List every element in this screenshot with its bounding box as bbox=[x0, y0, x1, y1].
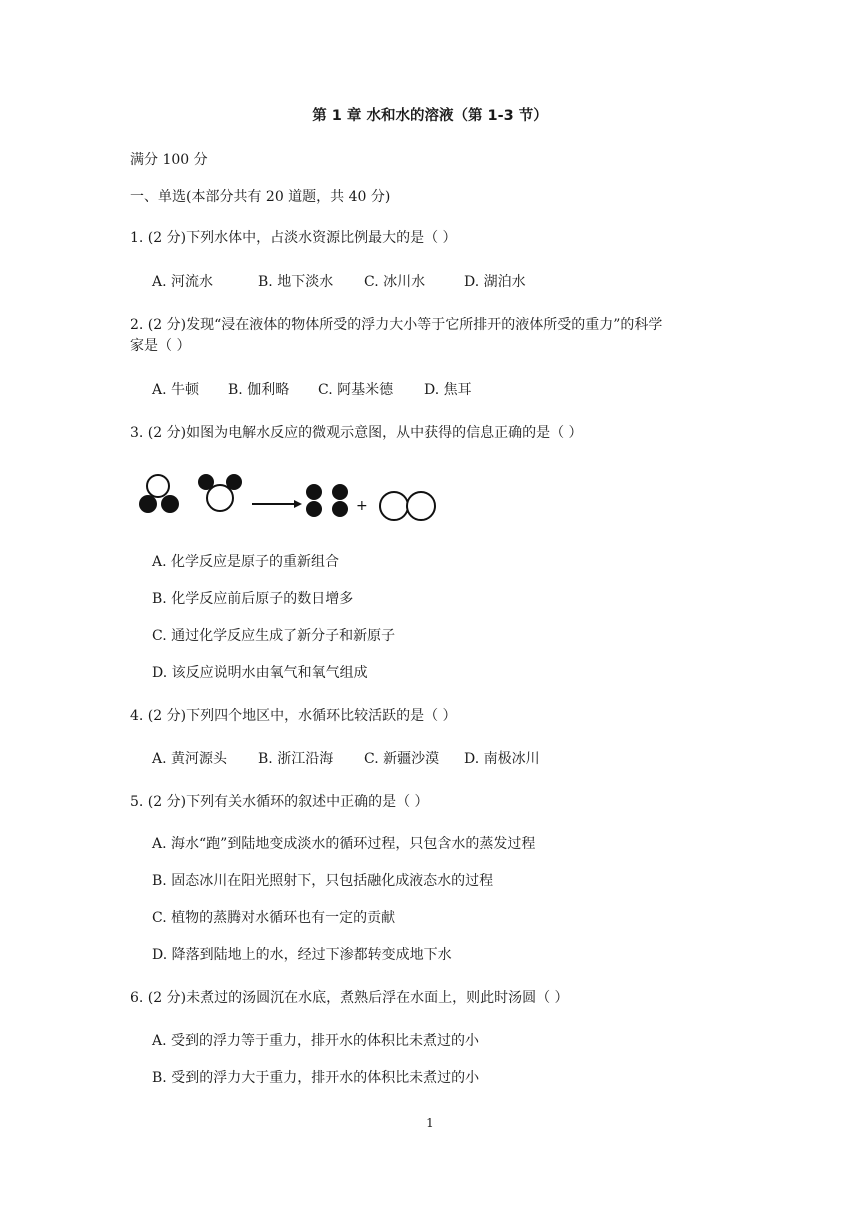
question-5-option-a: A. 海水“跑”到陆地变成淡水的循环过程，只包含水的蒸发过程 bbox=[152, 836, 536, 852]
option-d: D. 焦耳 bbox=[424, 382, 472, 398]
water-molecule bbox=[139, 475, 179, 513]
page-number: 1 bbox=[426, 1116, 434, 1130]
hydrogen-molecule bbox=[332, 484, 348, 517]
question-5-option-c: C. 植物的蒸腾对水循环也有一定的贡献 bbox=[152, 910, 396, 926]
question-2-options bbox=[0, 380, 860, 400]
question-3-stem: 3. (2 分)如图为电解水反应的微观示意图，从中获得的信息正确的是（ ） bbox=[130, 425, 583, 441]
question-5-stem: 5. (2 分)下列有关水循环的叙述中正确的是（ ） bbox=[130, 794, 429, 810]
section-header: 一、单选(本部分共有 20 道题，共 40 分) bbox=[130, 189, 391, 205]
question-6-option-b: B. 受到的浮力大于重力，排开水的体积比未煮过的小 bbox=[152, 1070, 480, 1086]
question-2-stem: 2. (2 分)发现“浸在液体的物体所受的浮力大小等于它所排开的液体所受的重力”的科学 bbox=[130, 317, 663, 333]
question-5-option-d: D. 降落到陆地上的水，经过下渗都转变成地下水 bbox=[152, 947, 452, 963]
option-b: B. 伽利略 bbox=[228, 382, 290, 398]
option-c: C. 新疆沙漠 bbox=[364, 751, 440, 767]
question-4-options bbox=[0, 749, 860, 769]
question-6-option-a: A. 受到的浮力等于重力，排开水的体积比未煮过的小 bbox=[152, 1033, 480, 1049]
hydrogen-molecule bbox=[306, 484, 322, 517]
option-d: D. 南极冰川 bbox=[464, 751, 540, 767]
question-1-options bbox=[0, 272, 860, 292]
water-molecule bbox=[198, 474, 242, 511]
score-total: 满分 100 分 bbox=[130, 152, 208, 168]
option-a: A. 河流水 bbox=[152, 274, 214, 290]
plus-sign: + bbox=[356, 498, 368, 514]
option-a: A. 黄河源头 bbox=[152, 751, 228, 767]
question-3-option-a: A. 化学反应是原子的重新组合 bbox=[152, 554, 340, 570]
option-c: C. 冰川水 bbox=[364, 274, 426, 290]
question-3-option-c: C. 通过化学反应生成了新分子和新原子 bbox=[152, 628, 396, 644]
question-2-stem-cont: 家是（ ） bbox=[130, 338, 191, 354]
page-title: 第 1 章 水和水的溶液（第 1-3 节） bbox=[312, 108, 548, 124]
option-b: B. 浙江沿海 bbox=[258, 751, 334, 767]
question-3-option-d: D. 该反应说明水由氧气和氧气组成 bbox=[152, 665, 368, 681]
option-a: A. 牛顿 bbox=[152, 382, 200, 398]
question-6-stem: 6. (2 分)未煮过的汤圆沉在水底，煮熟后浮在水面上，则此时汤圆（ ） bbox=[130, 990, 569, 1006]
option-d: D. 湖泊水 bbox=[464, 274, 526, 290]
question-1-stem: 1. (2 分)下列水体中，占淡水资源比例最大的是（ ） bbox=[130, 230, 457, 246]
option-b: B. 地下淡水 bbox=[258, 274, 334, 290]
question-5-option-b: B. 固态冰川在阳光照射下，只包括融化成液态水的过程 bbox=[152, 873, 494, 889]
option-c: C. 阿基米德 bbox=[318, 382, 394, 398]
electrolysis-diagram bbox=[134, 464, 454, 528]
question-3-option-b: B. 化学反应前后原子的数日增多 bbox=[152, 591, 354, 607]
question-4-stem: 4. (2 分)下列四个地区中，水循环比较活跃的是（ ） bbox=[130, 708, 457, 724]
oxygen-molecule bbox=[380, 492, 435, 520]
reaction-arrow bbox=[252, 500, 302, 508]
